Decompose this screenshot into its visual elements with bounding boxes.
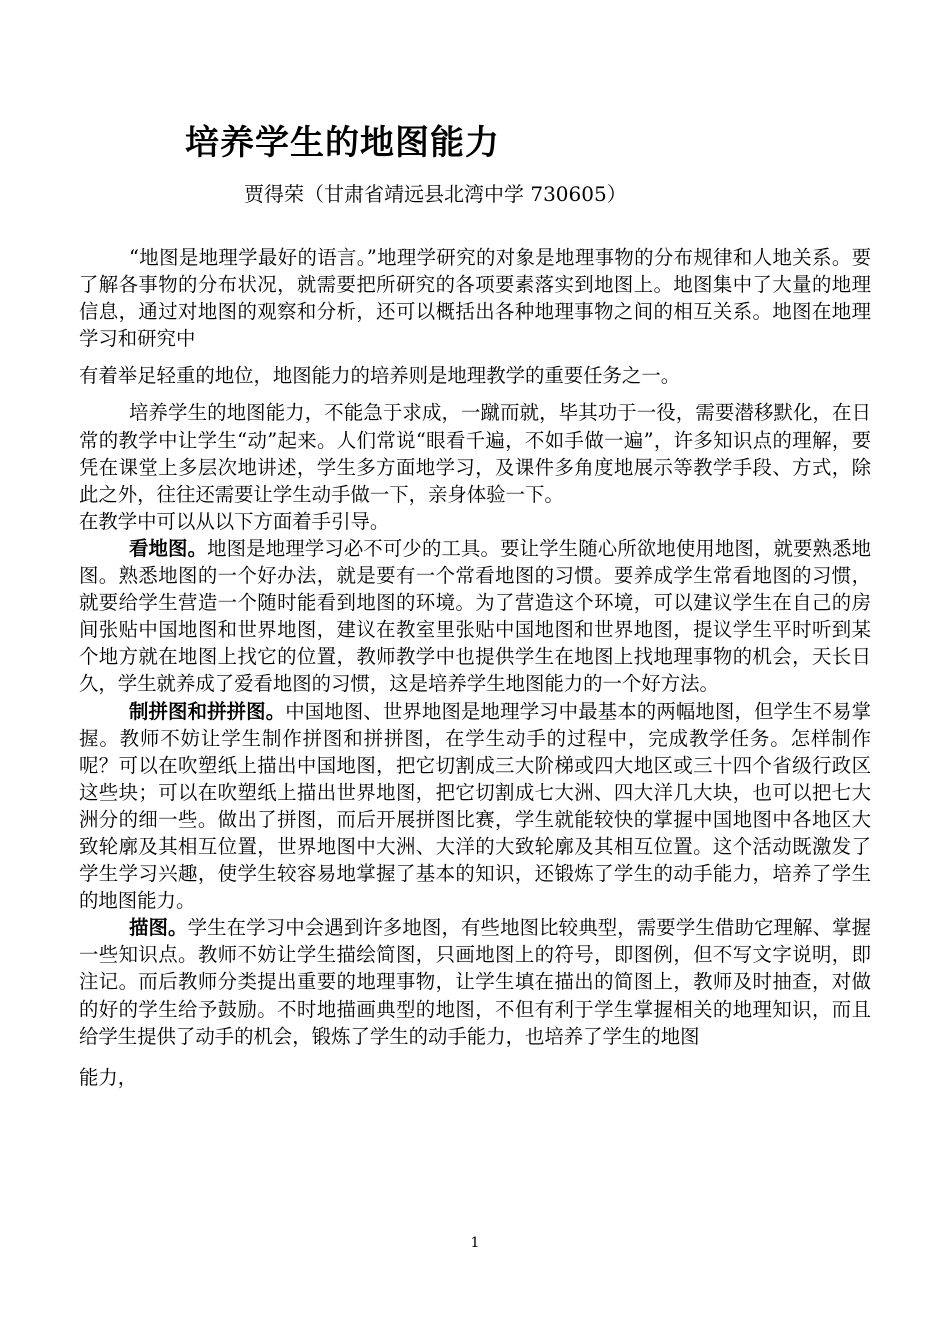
paragraph-intro-continued: 有着举足轻重的地位，地图能力的培养则是地理教学的重要任务之一。: [79, 364, 681, 388]
section-puzzle-maps: [79, 698, 871, 915]
section-trace-maps: [79, 914, 871, 1049]
paragraph-intro: “地图是地理学最好的语言。”地理学研究的对象是地理事物的分布规律和人地关系。要了解各事物的分布状况，就需要把所研究的各项要素落实到地图上。地图集中了大量的地理信息，通过对地图的观察和分析，还可以概括出各种地理事物之间的相互关系。地图在地理学习和研究中: [79, 246, 871, 351]
section-heading: 描图。: [129, 916, 188, 940]
section-heading: 制拼图和拼拼图。: [129, 699, 286, 723]
section-look-at-maps: [79, 535, 871, 698]
paragraph-guide: 在教学中可以从以下方面着手引导。: [79, 509, 390, 533]
section-text: 学生在学习中会遇到许多地图，有些地图比较典型，需要学生借助它理解、掌握一些知识点。教师不妨让学生描绘简图，只画地图上的符号，即图例，但不写文字说明，即注记。而后教师分类提出重要的地理事物，让学生填在描出的简图上，教师及时抽查，对做的好的学生给予鼓励。不时地描画典型的地图，不但有利于学生掌握相关的地理知识，而且给学生提供了动手的机会，锻炼了学生的动手能力，也培养了学生的地图: [79, 916, 872, 1048]
section-text: 中国地图、世界地图是地理学习中最基本的两幅地图，但学生不易掌握。教师不妨让学生制作拼图和拼拼图，在学生动手的过程中，完成教学任务。怎样制作呢？可以在吹塑纸上描出中国地图，把它切割成三大阶梯或四大地区或三十四个省级行政区这些块；可以在吹塑纸上描出世界地图，把它切割成七大洲、四大洋几大块，也可以把七大洲分的细一些。做出了拼图，而后开展拼图比赛，学生就能较快的掌握中国地图中各地区大致轮廓及其相互位置，世界地图中大洲、大洋的大致轮廓及其相互位置。这个活动既激发了学生学习兴趣，使学生较容易地掌握了基本的知识，还锻炼了学生的动手能力，培养了学生的地图能力。: [79, 699, 872, 913]
section-text: 地图是地理学习必不可少的工具。要让学生随心所欲地使用地图，就要熟悉地图。熟悉地图的一个好办法，就是要有一个常看地图的习惯。要养成学生常看地图的习惯，就要给学生营造一个随时能看到地图的环境。为了营造这个环境，可以建议学生在自己的房间张贴中国地图和世界地图，建议在教室里张贴中国地图和世界地图，提议学生平时听到某个地方就在地图上找它的位置，教师教学中也提供学生在地图上找地理事物的机会，天长日久，学生就养成了爱看地图的习惯，这是培养学生地图能力的一个好方法。: [79, 536, 872, 696]
section-heading: 看地图。: [129, 536, 208, 560]
document-body: [79, 244, 871, 1091]
paragraph-method: 培养学生的地图能力，不能急于求成，一蹴而就，毕其功于一役，需要潜移默化，在日常的教学中让学生“动”起来。人们常说“眼看千遍，不如手做一遍”，许多知识点的理解，要凭在课堂上多层次地讲述，学生多方面地学习，及课件多角度地展示等教学手段、方式，除此之外，往往还需要让学生动手做一下，亲身体验一下。: [79, 401, 871, 506]
document-title: 培养学生的地图能力: [185, 123, 500, 163]
author-line: 贾得荣（甘肃省靖远县北湾中学 730605）: [244, 182, 627, 206]
page-number: 1: [470, 1235, 480, 1251]
paragraph-final-line: 能力，: [79, 1065, 138, 1089]
